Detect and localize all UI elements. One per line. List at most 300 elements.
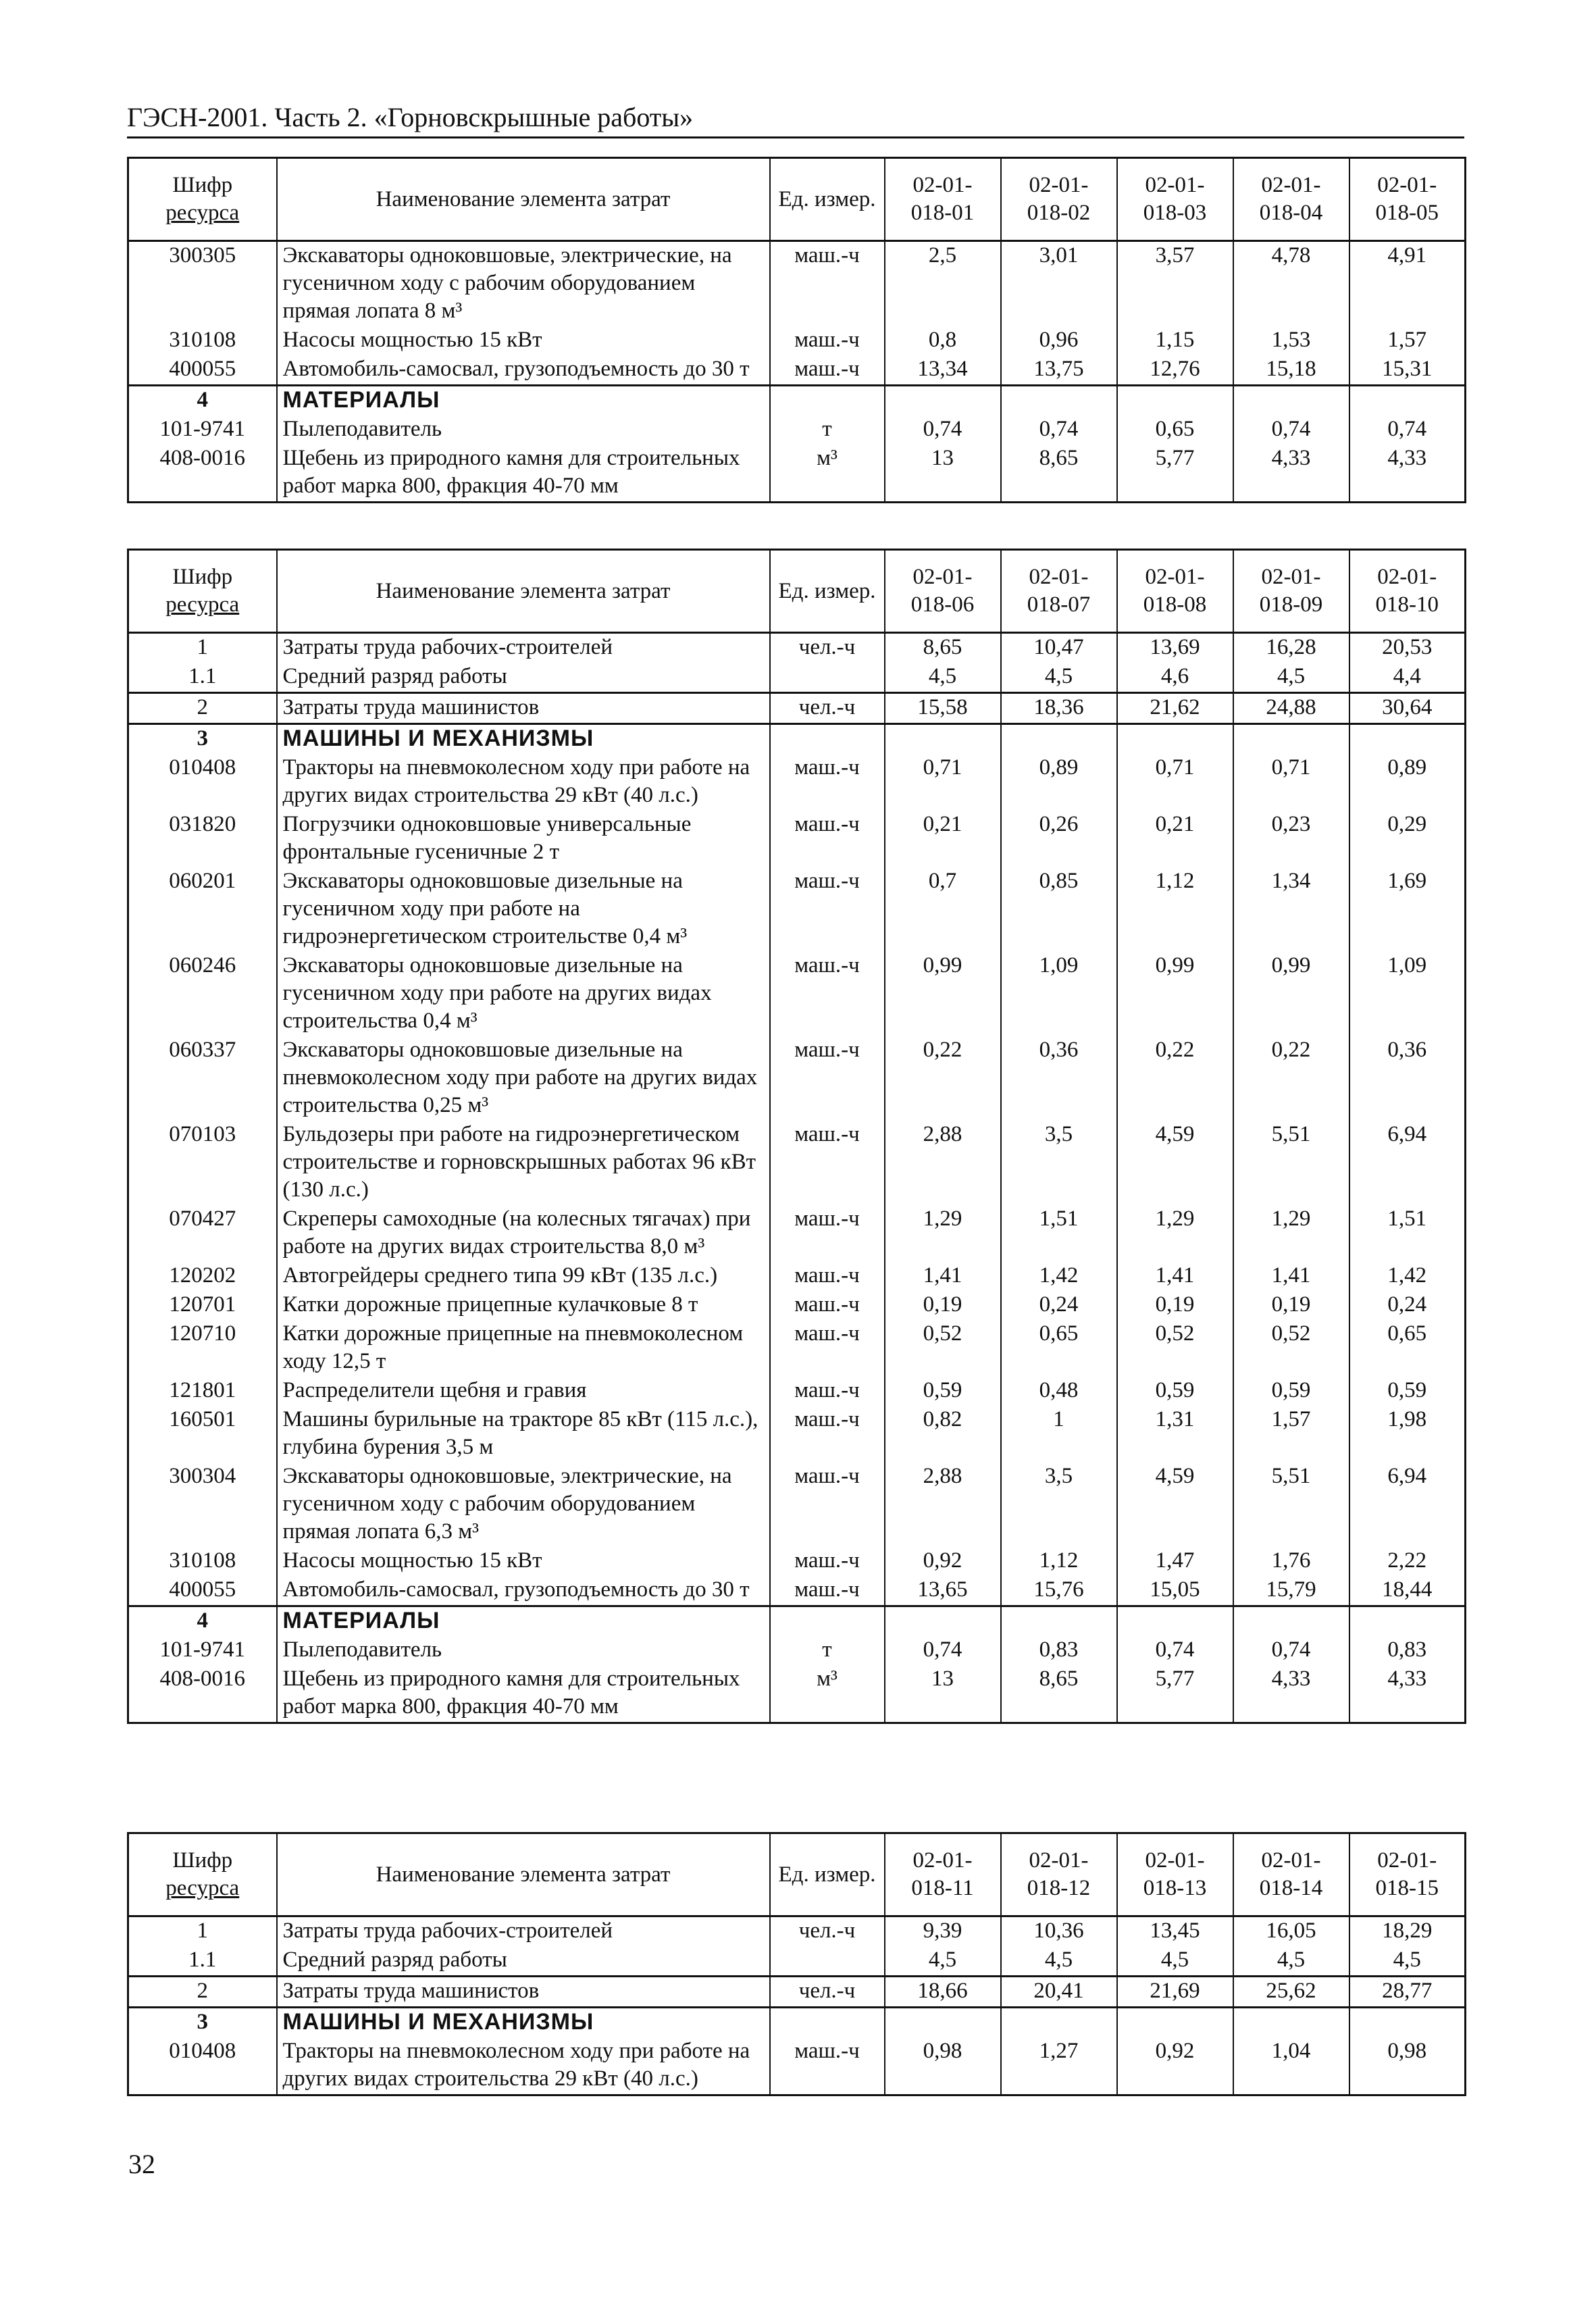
unit-cell: маш.-ч [770,1205,885,1262]
column-header-norm [1233,158,1349,241]
resource-name: Катки дорожные прицепные на пневмоколесном ходу 12,5 т [277,1320,770,1377]
value-cell: 0,19 [1117,1291,1233,1320]
value-cell: 1,31 [1117,1406,1233,1463]
resource-name: Тракторы на пневмоколесном ходу при работе на других видах строительства 29 кВт (40 л.с.) [277,754,770,811]
value-cell: 4,4 [1349,663,1466,693]
unit-cell: маш.-ч [770,1377,885,1406]
value-cell: 0,8 [885,326,1001,355]
resource-name: Экскаваторы одноковшовые дизельные на пневмоколесном ходу при работе на других видах строительства 0,25 м³ [277,1036,770,1121]
value-cell: 0,59 [1117,1377,1233,1406]
table-header-row [128,158,1466,241]
norm-code-prefix: 02-01- [1261,173,1321,197]
norm-code-suffix: 018-05 [1375,201,1439,225]
value-cell: 0,82 [885,1406,1001,1463]
resource-code: 160501 [128,1406,277,1463]
value-cell: 4,78 [1233,241,1349,327]
value-cell [1117,2008,1233,2038]
norm-code-suffix: 018-07 [1027,592,1091,617]
value-cell: 15,05 [1117,1576,1233,1606]
value-cell: 1,34 [1233,867,1349,952]
resource-code: 400055 [128,1576,277,1606]
value-cell: 4,5 [885,663,1001,693]
value-cell: 0,29 [1349,811,1466,867]
resource-name: Автомобиль-самосвал, грузоподъемность до 30 т [277,1576,770,1606]
value-cell: 5,51 [1233,1463,1349,1547]
column-header-unit: Ед. измер. [770,1833,885,1916]
unit-cell: маш.-ч [770,2037,885,2095]
resource-code: 1 [128,633,277,663]
value-cell: 0,85 [1001,867,1117,952]
value-cell: 4,5 [1233,1946,1349,1977]
value-cell: 0,83 [1001,1636,1117,1665]
value-cell: 15,58 [885,693,1001,724]
unit-cell: маш.-ч [770,1320,885,1377]
value-cell: 0,19 [885,1291,1001,1320]
resource-code: 400055 [128,355,277,386]
norm-code-suffix: 018-02 [1027,201,1091,225]
resource-name: Затраты труда рабочих-строителей [277,1916,770,1947]
value-cell: 9,39 [885,1916,1001,1947]
page-title: ГЭСН-2001. Часть 2. «Горновскрышные работы» [127,102,694,132]
value-cell: 0,89 [1349,754,1466,811]
table-row [128,1406,1466,1463]
value-cell: 4,33 [1233,1665,1349,1723]
resource-code: 010408 [128,2037,277,2095]
value-cell: 20,53 [1349,633,1466,663]
resource-name: Автомобиль-самосвал, грузоподъемность до 30 т [277,355,770,386]
resource-name: Затраты труда рабочих-строителей [277,633,770,663]
resource-code: 1.1 [128,1946,277,1977]
value-cell: 18,44 [1349,1576,1466,1606]
value-cell: 30,64 [1349,693,1466,724]
column-header-code [128,1833,277,1916]
section-row [128,2008,1466,2038]
norm-code-suffix: 018-09 [1259,592,1323,617]
column-header-norm [1349,550,1466,633]
value-cell: 0,7 [885,867,1001,952]
value-cell: 4,6 [1117,663,1233,693]
value-cell: 0,71 [1117,754,1233,811]
section-row [128,1606,1466,1637]
section-row [128,386,1466,416]
value-cell: 4,5 [1001,663,1117,693]
resource-name: Экскаваторы одноковшовые дизельные на гусеничном ходу при работе на гидроэнергетическом строительстве 0,4 м³ [277,867,770,952]
column-header-code-line2: ресурса [165,201,240,225]
unit-cell: м³ [770,444,885,503]
norm-code-prefix: 02-01- [1261,1848,1321,1873]
resource-code: 1 [128,1916,277,1947]
unit-cell: маш.-ч [770,867,885,952]
value-cell: 2,22 [1349,1547,1466,1576]
value-cell: 1,53 [1233,326,1349,355]
unit-cell: маш.-ч [770,1036,885,1121]
value-cell [1001,2008,1117,2038]
column-header-name: Наименование элемента затрат [277,158,770,241]
value-cell: 8,65 [1001,1665,1117,1723]
value-cell [1233,2008,1349,2038]
value-cell: 0,96 [1001,326,1117,355]
column-header-norm [1001,550,1117,633]
value-cell [1233,724,1349,755]
resource-code: 2 [128,1977,277,2008]
value-cell: 0,71 [1233,754,1349,811]
unit-cell: чел.-ч [770,1916,885,1947]
value-cell [1117,1606,1233,1637]
table-row [128,1576,1466,1606]
norm-code-suffix: 018-15 [1375,1876,1439,1900]
value-cell: 8,65 [885,633,1001,663]
value-cell: 0,52 [1117,1320,1233,1377]
value-cell: 0,92 [1117,2037,1233,2095]
value-cell: 1,41 [1233,1262,1349,1291]
value-cell: 13 [885,444,1001,503]
column-header-norm [885,550,1001,633]
column-header-unit: Ед. измер. [770,550,885,633]
value-cell: 1,12 [1117,867,1233,952]
value-cell: 0,98 [1349,2037,1466,2095]
value-cell: 1,09 [1001,952,1117,1036]
value-cell: 0,74 [885,1636,1001,1665]
value-cell: 0,59 [1349,1377,1466,1406]
unit-cell: т [770,415,885,444]
value-cell: 3,57 [1117,241,1233,327]
value-cell: 0,65 [1349,1320,1466,1377]
resource-code: 310108 [128,326,277,355]
resource-name: Экскаваторы одноковшовые, электрические, на гусеничном ходу с рабочим оборудованием прямая лопата 6,3 м³ [277,1463,770,1547]
unit-cell: маш.-ч [770,326,885,355]
value-cell: 1,41 [885,1262,1001,1291]
table-row [128,811,1466,867]
table-row [128,754,1466,811]
column-header-code [128,550,277,633]
value-cell [1349,386,1466,416]
norm-code-prefix: 02-01- [1029,173,1089,197]
value-cell: 0,74 [1349,415,1466,444]
value-cell: 0,65 [1001,1320,1117,1377]
table-row [128,1636,1466,1665]
value-cell: 13,69 [1117,633,1233,663]
value-cell: 4,91 [1349,241,1466,327]
value-cell [1349,2008,1466,2038]
resource-name: Насосы мощностью 15 кВт [277,326,770,355]
resource-code: 3 [128,724,277,755]
value-cell: 0,21 [1117,811,1233,867]
value-cell: 0,22 [885,1036,1001,1121]
table-row [128,1916,1466,1947]
value-cell: 1,04 [1233,2037,1349,2095]
table-header-row [128,550,1466,633]
value-cell: 1,42 [1001,1262,1117,1291]
value-cell: 16,05 [1233,1916,1349,1947]
resource-code: 4 [128,1606,277,1637]
resource-code: 1.1 [128,663,277,693]
table-row [128,1262,1466,1291]
value-cell: 10,47 [1001,633,1117,663]
value-cell: 16,28 [1233,633,1349,663]
unit-cell: маш.-ч [770,241,885,327]
norm-code-prefix: 02-01- [1377,565,1437,589]
value-cell: 13,34 [885,355,1001,386]
resource-name: Пылеподавитель [277,1636,770,1665]
column-header-norm [1117,1833,1233,1916]
value-cell: 15,31 [1349,355,1466,386]
resource-code: 121801 [128,1377,277,1406]
value-cell: 18,36 [1001,693,1117,724]
resource-name: Катки дорожные прицепные кулачковые 8 т [277,1291,770,1320]
value-cell [1001,1606,1117,1637]
resource-name: Экскаваторы одноковшовые, электрические, на гусеничном ходу с рабочим оборудованием прямая лопата 8 м³ [277,241,770,327]
resource-table-3 [127,1832,1466,2096]
resource-name: Скреперы самоходные (на колесных тягачах) при работе на других видах строительства 8,0 м³ [277,1205,770,1262]
table-row [128,663,1466,693]
resource-code: 408-0016 [128,444,277,503]
resource-code: 300305 [128,241,277,327]
column-header-code-line1: Шифр [172,1848,233,1873]
value-cell: 1 [1001,1406,1117,1463]
table-row [128,2037,1466,2095]
value-cell: 4,33 [1349,1665,1466,1723]
value-cell: 8,65 [1001,444,1117,503]
norm-code-prefix: 02-01- [1377,173,1437,197]
value-cell: 5,51 [1233,1121,1349,1205]
column-header-unit: Ед. измер. [770,158,885,241]
unit-cell [770,1946,885,1977]
resource-name: Затраты труда машинистов [277,1977,770,2008]
unit-cell: чел.-ч [770,1977,885,2008]
column-header-norm [885,158,1001,241]
value-cell: 1,41 [1117,1262,1233,1291]
norm-code-suffix: 018-03 [1143,201,1207,225]
value-cell: 1,42 [1349,1262,1466,1291]
page-number: 32 [128,2149,155,2179]
norm-code-suffix: 018-14 [1259,1876,1323,1900]
norm-code-prefix: 02-01- [1377,1848,1437,1873]
value-cell: 4,59 [1117,1121,1233,1205]
table-row [128,415,1466,444]
column-header-code-line1: Шифр [172,565,233,589]
table-row [128,1977,1466,2008]
value-cell: 15,18 [1233,355,1349,386]
value-cell: 0,74 [1233,1636,1349,1665]
resource-name: Погрузчики одноковшовые универсальные фронтальные гусеничные 2 т [277,811,770,867]
norm-code-prefix: 02-01- [1145,565,1205,589]
value-cell: 0,23 [1233,811,1349,867]
value-cell: 4,5 [1349,1946,1466,1977]
value-cell: 1,09 [1349,952,1466,1036]
value-cell [1233,1606,1349,1637]
norm-code-prefix: 02-01- [912,565,973,589]
column-header-norm [1117,158,1233,241]
table-row [128,1946,1466,1977]
value-cell: 4,5 [1001,1946,1117,1977]
value-cell: 1,69 [1349,867,1466,952]
value-cell: 13,75 [1001,355,1117,386]
value-cell: 4,5 [885,1946,1001,1977]
value-cell: 0,22 [1233,1036,1349,1121]
unit-cell: маш.-ч [770,1291,885,1320]
value-cell: 0,59 [885,1377,1001,1406]
table-row [128,1463,1466,1547]
value-cell: 10,36 [1001,1916,1117,1947]
value-cell: 0,52 [1233,1320,1349,1377]
unit-cell: маш.-ч [770,754,885,811]
norm-code-prefix: 02-01- [1029,1848,1089,1873]
value-cell: 1,57 [1349,326,1466,355]
unit-cell [770,663,885,693]
column-header-norm [1117,550,1233,633]
value-cell: 0,74 [1117,1636,1233,1665]
value-cell: 5,77 [1117,1665,1233,1723]
table-row [128,1377,1466,1406]
value-cell: 5,77 [1117,444,1233,503]
unit-cell [770,2008,885,2038]
value-cell: 2,88 [885,1463,1001,1547]
unit-cell: маш.-ч [770,1576,885,1606]
norm-code-suffix: 018-04 [1259,201,1323,225]
table-row [128,1205,1466,1262]
resource-code: 2 [128,693,277,724]
unit-cell: маш.-ч [770,1262,885,1291]
resource-code: 120202 [128,1262,277,1291]
column-header-name: Наименование элемента затрат [277,1833,770,1916]
resource-name: Средний разряд работы [277,1946,770,1977]
value-cell: 1,29 [1117,1205,1233,1262]
norm-code-prefix: 02-01- [912,1848,973,1873]
value-cell [1233,386,1349,416]
value-cell: 0,24 [1001,1291,1117,1320]
value-cell: 0,65 [1117,415,1233,444]
value-cell: 21,62 [1117,693,1233,724]
value-cell [1001,724,1117,755]
table-row [128,1665,1466,1723]
value-cell: 4,59 [1117,1463,1233,1547]
resource-code: 101-9741 [128,1636,277,1665]
norm-code-suffix: 018-10 [1375,592,1439,617]
norm-code-suffix: 018-11 [911,1876,974,1900]
unit-cell: маш.-ч [770,811,885,867]
norm-code-suffix: 018-06 [910,592,975,617]
resource-name: Распределители щебня и гравия [277,1377,770,1406]
table-row [128,1121,1466,1205]
value-cell: 1,51 [1349,1205,1466,1262]
column-header-code-line2: ресурса [165,592,240,617]
value-cell: 1,51 [1001,1205,1117,1262]
resource-code: 031820 [128,811,277,867]
table-header-row [128,1833,1466,1916]
unit-cell: чел.-ч [770,633,885,663]
table-row [128,355,1466,386]
unit-cell: маш.-ч [770,1121,885,1205]
value-cell: 2,88 [885,1121,1001,1205]
value-cell: 0,22 [1117,1036,1233,1121]
column-header-norm [1233,550,1349,633]
table-row [128,867,1466,952]
value-cell: 3,01 [1001,241,1117,327]
value-cell: 0,99 [1117,952,1233,1036]
norm-code-prefix: 02-01- [1145,173,1205,197]
value-cell [885,1606,1001,1637]
section-row [128,724,1466,755]
resource-code: 070427 [128,1205,277,1262]
header-divider [127,136,1464,138]
resource-code: 120701 [128,1291,277,1320]
resource-code: 408-0016 [128,1665,277,1723]
value-cell: 1,12 [1001,1547,1117,1576]
resource-code: 010408 [128,754,277,811]
resource-name: Машины бурильные на тракторе 85 кВт (115 л.с.), глубина бурения 3,5 м [277,1406,770,1463]
resource-name: Средний разряд работы [277,663,770,693]
column-header-norm [1001,1833,1117,1916]
column-header-norm [1001,158,1117,241]
column-header-code [128,158,277,241]
norm-code-suffix: 018-08 [1143,592,1207,617]
unit-cell: м³ [770,1665,885,1723]
value-cell: 1,76 [1233,1547,1349,1576]
table-row [128,952,1466,1036]
resource-name: МАТЕРИАЛЫ [277,1606,770,1637]
value-cell: 24,88 [1233,693,1349,724]
value-cell: 4,33 [1349,444,1466,503]
resource-name: Бульдозеры при работе на гидроэнергетическом строительстве и горновскрышных работах 96 кВт (130 л.с.) [277,1121,770,1205]
value-cell: 18,29 [1349,1916,1466,1947]
value-cell: 1,98 [1349,1406,1466,1463]
norm-code-prefix: 02-01- [912,173,973,197]
unit-cell: маш.-ч [770,952,885,1036]
value-cell: 0,59 [1233,1377,1349,1406]
table-row [128,326,1466,355]
value-cell: 0,89 [1001,754,1117,811]
value-cell [885,386,1001,416]
resource-name: МАТЕРИАЛЫ [277,386,770,416]
column-header-code-line1: Шифр [172,173,233,197]
column-header-norm [1349,158,1466,241]
unit-cell: чел.-ч [770,693,885,724]
value-cell: 0,26 [1001,811,1117,867]
value-cell: 2,5 [885,241,1001,327]
resource-code: 120710 [128,1320,277,1377]
resource-table-1 [127,157,1466,503]
value-cell [1349,724,1466,755]
value-cell: 1,57 [1233,1406,1349,1463]
resource-name: Пылеподавитель [277,415,770,444]
norm-code-prefix: 02-01- [1261,565,1321,589]
value-cell: 0,21 [885,811,1001,867]
resource-name: Затраты труда машинистов [277,693,770,724]
value-cell: 28,77 [1349,1977,1466,2008]
value-cell: 0,36 [1001,1036,1117,1121]
column-header-code-line2: ресурса [165,1876,240,1900]
table-row [128,444,1466,503]
value-cell: 1,29 [1233,1205,1349,1262]
value-cell: 6,94 [1349,1121,1466,1205]
resource-name: Щебень из природного камня для строительных работ марка 800, фракция 40-70 мм [277,444,770,503]
resource-code: 3 [128,2008,277,2038]
table-row [128,1036,1466,1121]
value-cell [1117,724,1233,755]
unit-cell: маш.-ч [770,1463,885,1547]
value-cell: 0,74 [885,415,1001,444]
value-cell: 0,98 [885,2037,1001,2095]
value-cell: 18,66 [885,1977,1001,2008]
resource-name: МАШИНЫ И МЕХАНИЗМЫ [277,724,770,755]
resource-code: 060337 [128,1036,277,1121]
resource-table-2 [127,549,1466,1724]
value-cell: 0,52 [885,1320,1001,1377]
value-cell: 0,71 [885,754,1001,811]
resource-name: Автогрейдеры среднего типа 99 кВт (135 л.с.) [277,1262,770,1291]
value-cell: 0,99 [1233,952,1349,1036]
table-row [128,693,1466,724]
